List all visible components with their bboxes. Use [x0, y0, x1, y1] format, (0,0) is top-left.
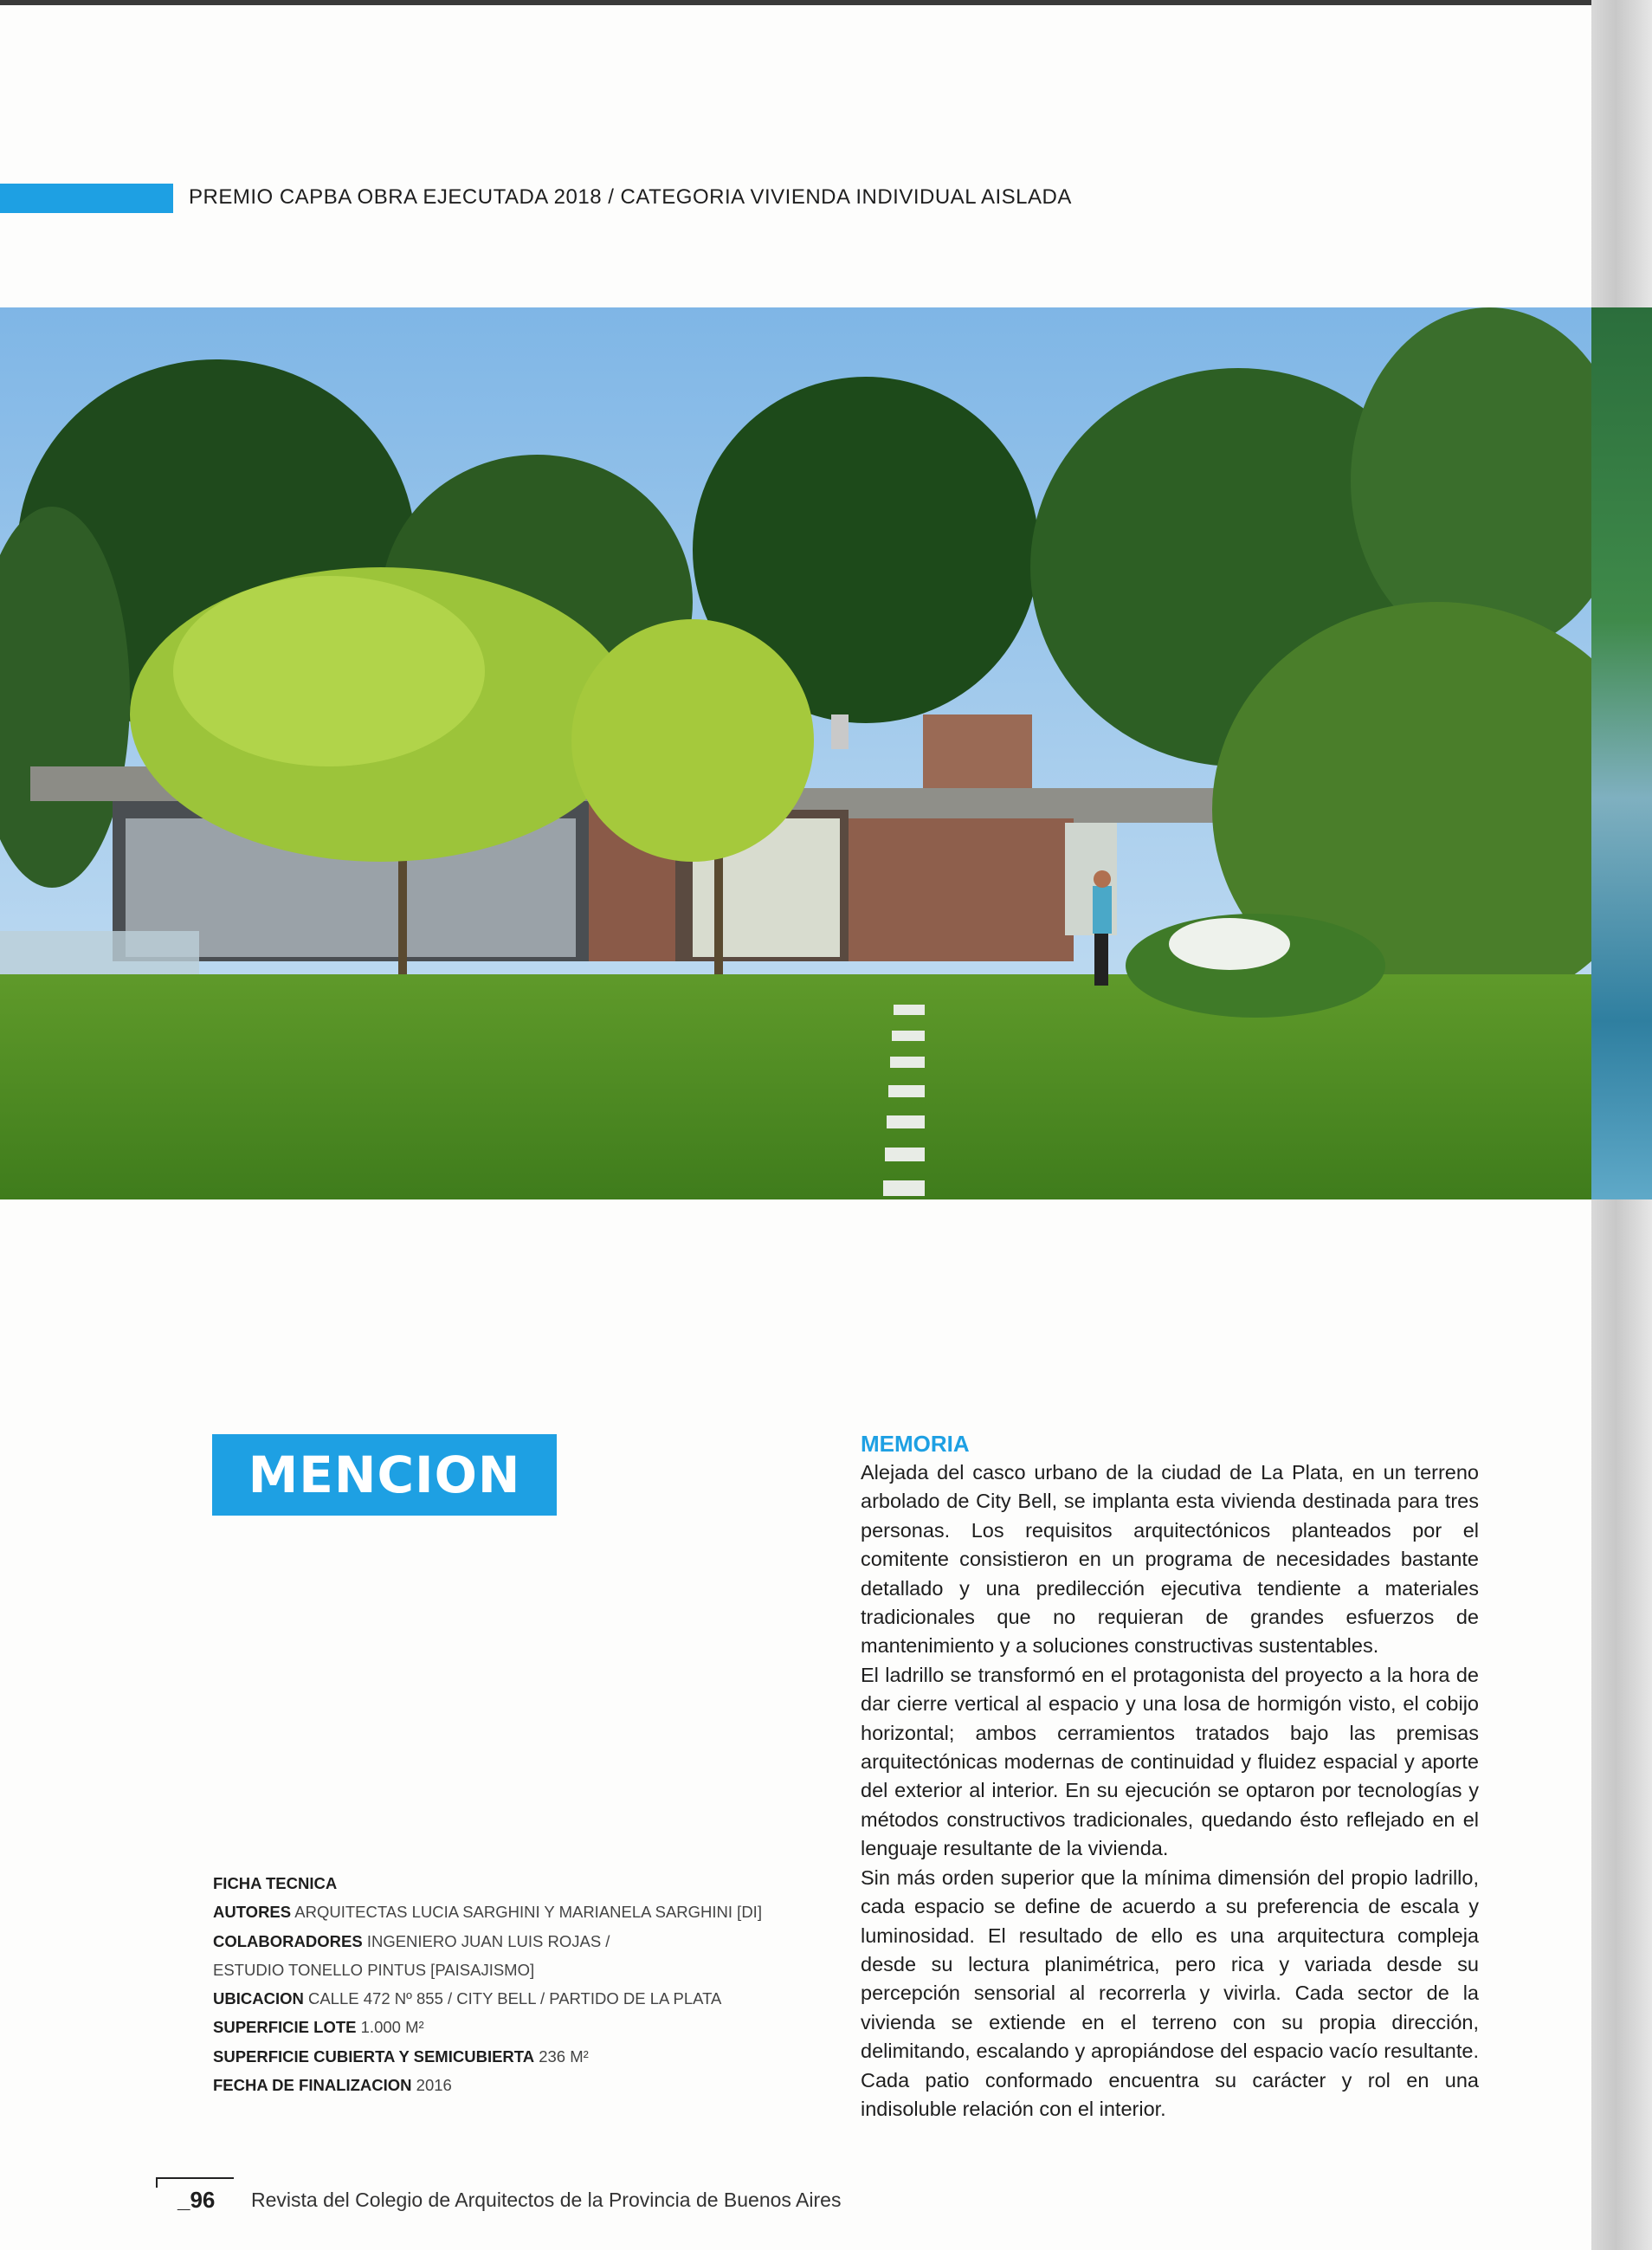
ficha-value: 1.000 M² — [360, 2018, 424, 2037]
footer-rule — [156, 2177, 234, 2179]
memoria-paragraph: El ladrillo se transformó en el protagonista del proyecto a la hora de dar cierre vertical al espacio y una losa de hormigón visto, el cobijo horizontal; ambos cerramientos tratados bajo las premisas arquitectónicas modernas de continuidad y fluidez espacial y aporte del exterior al interior. En su ejecución se optaron por tecnologías y métodos constructivos tradicionales, quedando ésto reflejado en el lenguaje resultante de la vivienda. — [861, 1663, 1479, 1860]
header-category: PREMIO CAPBA OBRA EJECUTADA 2018 / CATEGORIA VIVIENDA INDIVIDUAL AISLADA — [189, 185, 1072, 209]
page-top-rule — [0, 0, 1652, 5]
ficha-value: CALLE 472 Nº 855 / CITY BELL / PARTIDO DE LA PLATA — [307, 1989, 722, 2008]
ficha-row — [213, 1956, 836, 1984]
ficha-key: FECHA DE FINALIZACION — [213, 2076, 412, 2095]
ficha-value: 2016 — [416, 2076, 452, 2095]
ficha-value: INGENIERO JUAN LUIS ROJAS / — [366, 1931, 610, 1950]
memoria-paragraph: Alejada del casco urbano de la ciudad de La Plata, en un terreno arbolado de City Bell, se implanta esta vivienda destinada para tres personas. Los requisitos arquitectónicos planteados por el comitente consistieron en un programa de necesidades bastante detallado y una predilección ejecutiva tendiente a materiales tradicionales que no requieran de grandes esfuerzos de mantenimiento y a soluciones constructivas sustentables. — [861, 1461, 1479, 1658]
page-number: _96 — [177, 2187, 216, 2213]
header-accent-bar — [0, 184, 173, 213]
ficha-key: COLABORADORES — [213, 1931, 363, 1950]
memoria-paragraph: Sin más orden superior que la mínima dimensión del propio ladrillo, cada espacio se define de acuerdo a su preferencia de escala y luminosidad. El resultado de ello es una arquitectura compleja desde su lectura planimétrica, pero rica y variada desde su percepción sensorial al recorrerla y vivirla. Cada sector de la vivienda se extiende en el terreno con su propia dirección, delimitando, escalando y apropiándose del espacio vacío resultante. Cada patio conformado encuentra su carácter y rol en una indisoluble relación con el interior. — [861, 1865, 1479, 2120]
ficha-title: FICHA TECNICA — [213, 1874, 338, 1892]
mencion-badge: MENCION — [212, 1434, 557, 1516]
ficha-row — [213, 2071, 836, 2099]
ficha-row — [213, 1898, 836, 1926]
memoria-title: MEMORIA — [861, 1431, 970, 1457]
ficha-value: ESTUDIO TONELLO PINTUS [PAISAJISMO] — [213, 1960, 535, 1979]
ficha-tecnica — [213, 1869, 836, 2099]
house-garden-photo — [0, 307, 1591, 1199]
publication-name: Revista del Colegio de Arquitectos de la Provincia de Buenos Aires — [251, 2189, 842, 2211]
ficha-value: ARQUITECTAS LUCIA SARGHINI Y MARIANELA SARGHINI [DI] — [294, 1903, 762, 1922]
ficha-row — [213, 1984, 836, 2013]
ficha-row — [213, 2042, 836, 2071]
memoria-section — [861, 1429, 1479, 2124]
facing-page-photo-edge — [1591, 307, 1652, 1199]
memoria-body — [861, 1458, 1479, 2124]
ficha-key: SUPERFICIE LOTE — [213, 2018, 357, 2037]
ficha-value: 236 M² — [539, 2046, 589, 2066]
ficha-row — [213, 2013, 836, 2041]
ficha-row — [213, 1927, 836, 1956]
footer-rule-tick — [156, 2177, 158, 2188]
ficha-key: SUPERFICIE CUBIERTA Y SEMICUBIERTA — [213, 2046, 535, 2066]
ficha-key: AUTORES — [213, 1903, 292, 1922]
ficha-key: UBICACION — [213, 1989, 304, 2008]
